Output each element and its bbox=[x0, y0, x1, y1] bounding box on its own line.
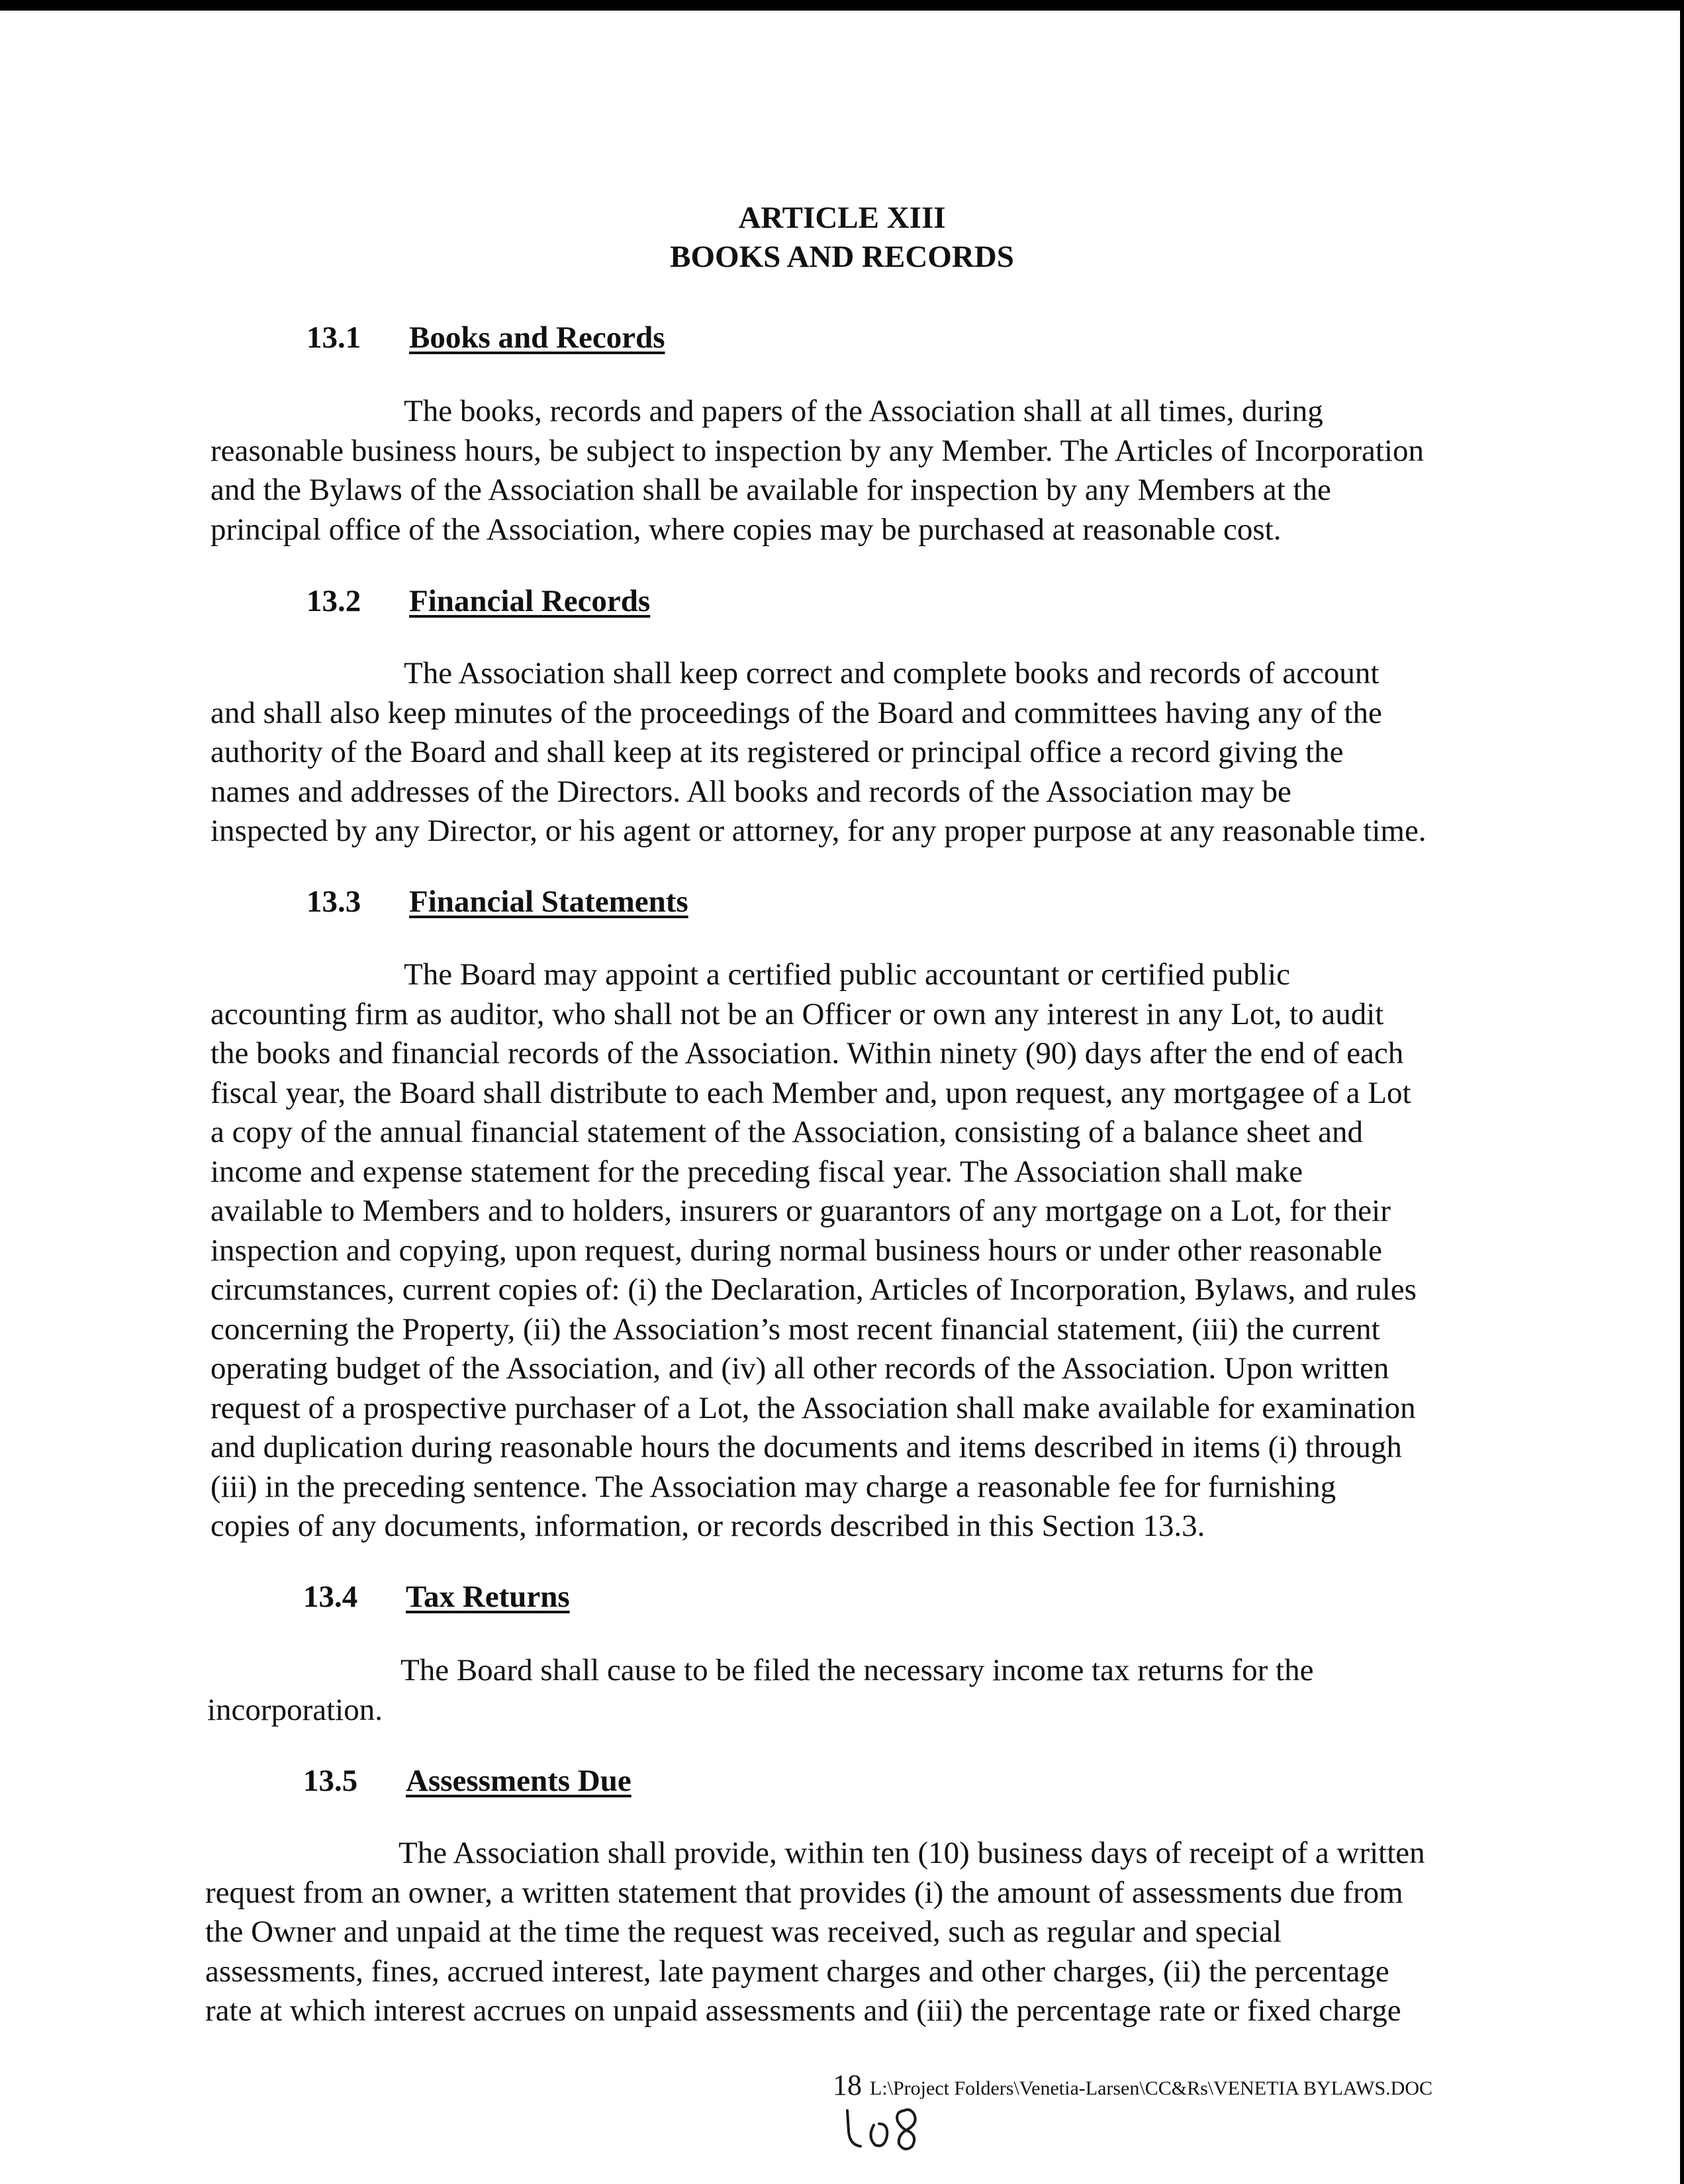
body-line: assessments, fines, accrued interest, late payment charges and other charges, (ii) the percentage bbox=[205, 1954, 1389, 1989]
body-line: The Association shall keep correct and complete books and records of account bbox=[404, 656, 1380, 690]
article-number: ARTICLE XIII bbox=[738, 201, 946, 235]
body-line: a copy of the annual financial statement of the Association, consisting of a balance sheet and bbox=[210, 1115, 1364, 1149]
body-line: concerning the Property, (ii) the Association’s most recent financial statement, (iii) the current bbox=[210, 1311, 1380, 1347]
section-body-13-1 bbox=[210, 392, 1508, 549]
section-body-13-3 bbox=[210, 955, 1508, 1546]
body-line: request of a prospective purchaser of a Lot, the Association shall make available for examination bbox=[210, 1390, 1416, 1425]
section-title: Financial Records bbox=[409, 584, 651, 618]
file-path: L:\Project Folders\Venetia-Larsen\CC&Rs\VENETIA BYLAWS.DOC bbox=[870, 2077, 1432, 2099]
body-line: (iii) in the preceding sentence. The Association may charge a reasonable fee for furnishing bbox=[210, 1469, 1336, 1504]
article-title: BOOKS AND RECORDS bbox=[670, 240, 1014, 274]
body-line: rate at which interest accrues on unpaid assessments and (iii) the percentage rate or fixed charge bbox=[205, 1993, 1401, 2028]
body-line: reasonable business hours, be subject to inspection by any Member. The Articles of Incorporation bbox=[210, 433, 1424, 468]
body-line: fiscal year, the Board shall distribute to each Member and, upon request, any mortgagee of a Lot bbox=[210, 1075, 1411, 1110]
body-line: inspection and copying, upon request, during normal business hours or under other reasonable bbox=[210, 1233, 1382, 1268]
section-number: 13.5 bbox=[303, 1764, 358, 1798]
body-line: inspected by any Director, or his agent or attorney, for any proper purpose at any reasonable time. bbox=[210, 814, 1427, 848]
body-line: and the Bylaws of the Association shall be available for inspection by any Members at the bbox=[210, 473, 1331, 507]
section-title: Financial Statements bbox=[409, 884, 688, 919]
body-line: circumstances, current copies of: (i) the Declaration, Articles of Incorporation, Bylaws, and rules bbox=[210, 1272, 1417, 1307]
body-line: incorporation. bbox=[207, 1692, 383, 1727]
section-title: Assessments Due bbox=[406, 1764, 632, 1798]
article-heading bbox=[0, 199, 1684, 277]
body-line: names and addresses of the Directors. All books and records of the Association may be bbox=[210, 774, 1291, 809]
body-line: The Association shall provide, within ten (10) business days of receipt of a written bbox=[398, 1836, 1425, 1870]
page-footer bbox=[833, 2069, 1432, 2105]
body-line: copies of any documents, information, or records described in this Section 13.3. bbox=[210, 1509, 1205, 1543]
body-line: The Board shall cause to be filed the necessary income tax returns for the bbox=[400, 1653, 1314, 1687]
body-line: authority of the Board and shall keep at its registered or principal office a record giving the bbox=[210, 735, 1344, 769]
body-line: the books and financial records of the Association. Within ninety (90) days after the end of each bbox=[210, 1036, 1404, 1070]
body-line: request from an owner, a written statement that provides (i) the amount of assessments due from bbox=[205, 1875, 1403, 1910]
body-line: and duplication during reasonable hours the documents and items described in items (i) through bbox=[210, 1430, 1402, 1464]
body-line: and shall also keep minutes of the proceedings of the Board and committees having any of the bbox=[210, 695, 1382, 730]
section-body-13-5 bbox=[205, 1834, 1503, 2031]
body-line: accounting firm as auditor, who shall not be an Officer or own any interest in any Lot, to audit bbox=[210, 996, 1384, 1031]
body-line: principal office of the Association, where copies may be purchased at reasonable cost. bbox=[210, 512, 1282, 547]
section-body-13-2 bbox=[210, 654, 1508, 851]
body-line: The books, records and papers of the Association shall at all times, during bbox=[404, 394, 1323, 428]
body-line: operating budget of the Association, and (iv) all other records of the Association. Upon written bbox=[210, 1351, 1389, 1386]
section-title: Tax Returns bbox=[406, 1580, 570, 1614]
section-title: Books and Records bbox=[409, 320, 665, 355]
section-body-13-4 bbox=[207, 1651, 1505, 1730]
section-number: 13.2 bbox=[306, 584, 361, 618]
body-line: available to Members and to holders, insurers or guarantors of any mortgage on a Lot, for their bbox=[210, 1194, 1391, 1228]
section-number: 13.4 bbox=[303, 1580, 358, 1614]
body-line: The Board may appoint a certified public accountant or certified public bbox=[404, 957, 1290, 992]
body-line: income and expense statement for the preceding fiscal year. The Association shall make bbox=[210, 1154, 1303, 1189]
page-number: 18 bbox=[833, 2069, 862, 2101]
section-number: 13.1 bbox=[306, 320, 361, 355]
handwritten-page-number bbox=[841, 2105, 933, 2158]
body-line: the Owner and unpaid at the time the request was received, such as regular and special bbox=[205, 1915, 1282, 1949]
section-number: 13.3 bbox=[306, 884, 361, 919]
